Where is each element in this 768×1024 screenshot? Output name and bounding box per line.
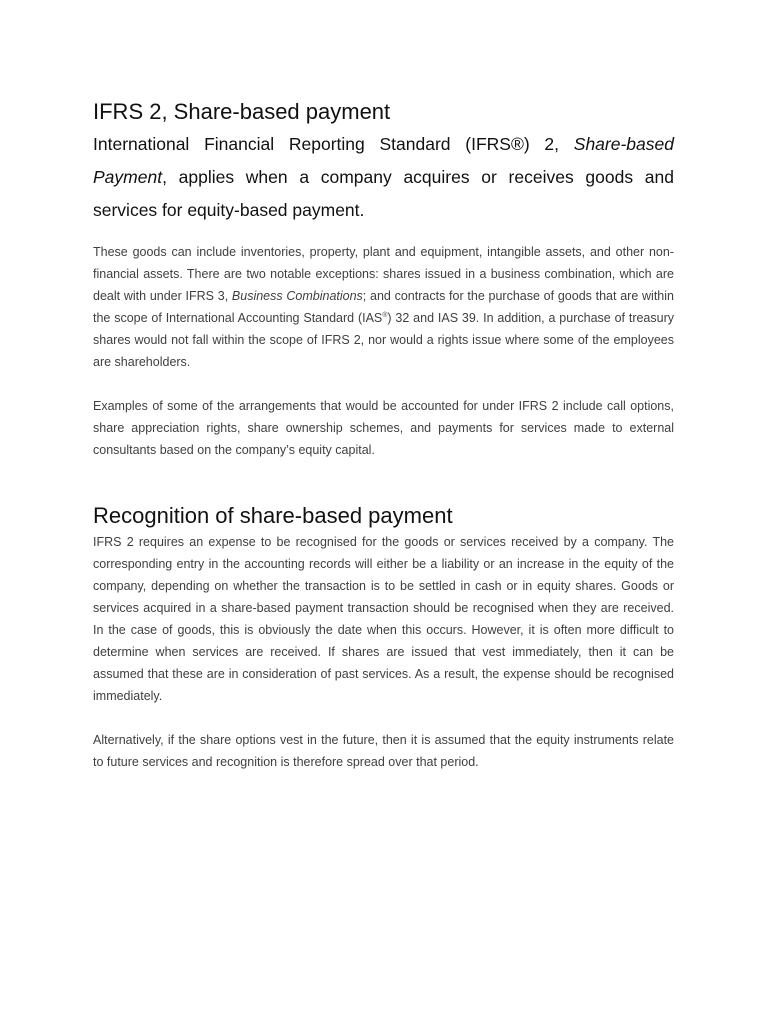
scope-text-3: ) 32 and IAS 39. In addition, a purchase of treasury shares would not fall within the scope of IFRS 2, nor would a rights issue where some of the employees are shareholders. [93,311,674,369]
lead-text-1: International Financial Reporting Standard (IFRS®) 2, [93,134,574,154]
lead-text-2: , applies when a company acquires or receives goods and services for equity-based payment. [93,167,674,220]
document-page [93,96,674,773]
registered-mark: ® [382,311,388,319]
recognition-paragraph: IFRS 2 requires an expense to be recognised for the goods or services received by a company. The corresponding entry in the accounting records will either be a liability or an increase in the equity of the company, depending on whether the transaction is to be settled in cash or in equity shares. Goods or services acquired in a share-based payment transaction should be recognised when they are received. In the case of goods, this is obviously the date when this occurs. However, it is often more difficult to determine when services are received. If shares are issued that vest immediately, then it can be assumed that these are in consideration of past services. As a result, the expense should be recognised immediately. [93,535,674,703]
scope-italic-business-combinations: Business Combinations [231,289,363,303]
lead-italic-standard-name: Share-based Payment [93,134,674,187]
scope-paragraph [93,241,674,373]
document-title: IFRS 2, Share-based payment [93,99,391,124]
section-title-recognition: Recognition of share-based payment [93,503,453,528]
future-vesting-paragraph: Alternatively, if the share options vest in the future, then it is assumed that the equity instruments relate to future services and recognition is therefore spread over that period. [93,733,674,769]
lead-paragraph [93,128,674,227]
scope-text-2: ; and contracts for the purchase of goods that are within the scope of International Accounting Standard (IAS [93,289,674,325]
examples-paragraph: Examples of some of the arrangements that would be accounted for under IFRS 2 include call options, share appreciation rights, share ownership schemes, and payments for services made to external consultants based on the company’s equity capital. [93,399,674,457]
scope-text-1: These goods can include inventories, property, plant and equipment, intangible assets, and other non-financial assets. There are two notable exceptions: shares issued in a business combination, which are dealt with under IFRS 3, [93,245,674,303]
